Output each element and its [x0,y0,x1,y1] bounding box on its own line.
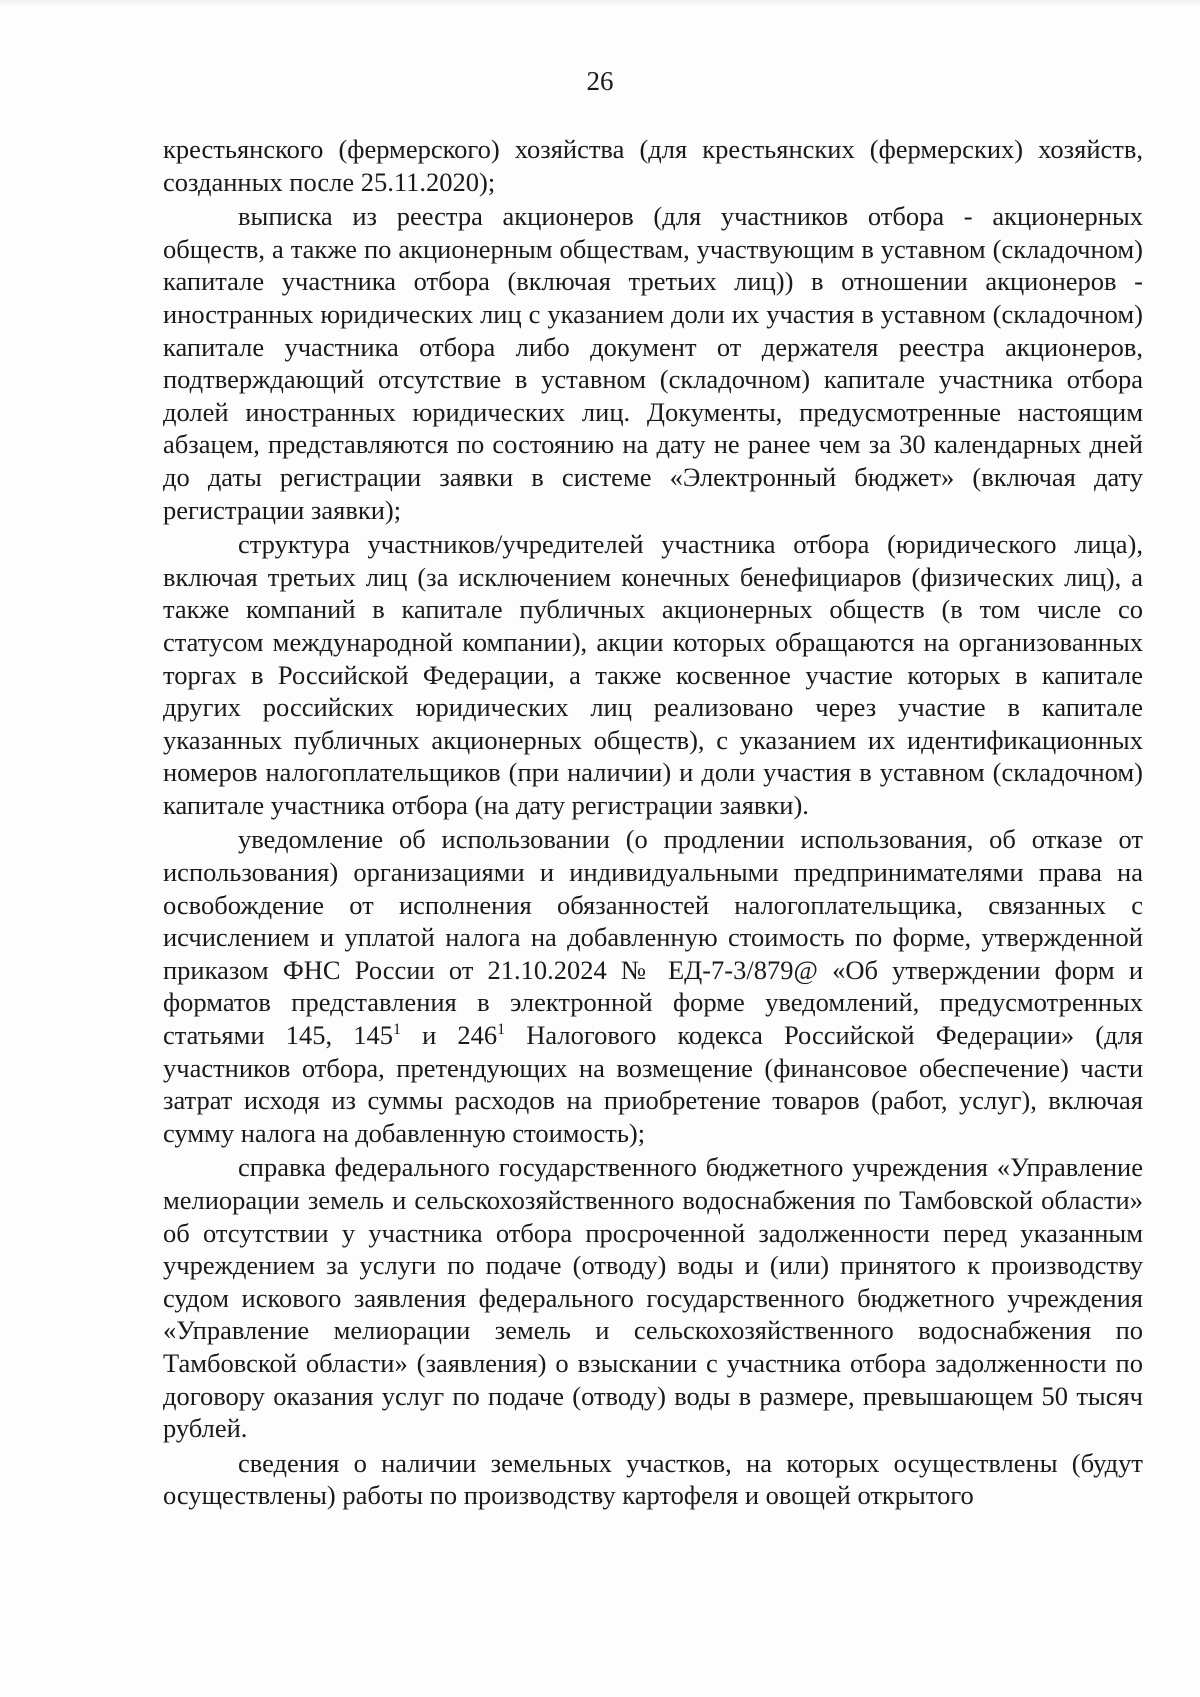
paragraph-shareholder-register-extract: выписка из реестра акционеров (для участников отбора - акционерных обществ, а также по акционерным обществам, участвующим в уставном (складочном) капитале участника отбора (включая третьих лиц)) в отношении акционеров - иностранных юридических лиц с указанием доли их участия в уставном (складочном) капитале участника отбора либо документ от держателя реестра акционеров, подтверждающий отсутствие в уставном (складочном) капитале участника отбора долей иностранных юридических лиц. Документы, предусмотренные настоящим абзацем, представляются по состоянию на дату не ранее чем за 30 календарных дней до даты регистрации заявки в системе «Электронный бюджет» (включая дату регистрации заявки); [163,201,1143,525]
vat-notice-text-part-2: и 246 [400,1020,498,1051]
paragraph-vat-exemption-notice [163,823,1143,1149]
scan-edge [0,0,1200,6]
paragraph-melioration-certificate: справка федерального государственного бюджетного учреждения «Управление мелиорации земель и сельскохозяйственного водоснабжения по Тамбовской области» об отсутствии у участника отбора просроченной задолженности перед указанным учреждением за услуги по подаче (отводу) воды и (или) принятого к производству судом искового заявления федерального государственного бюджетного учреждения «Управление мелиорации земель и сельскохозяйственного водоснабжения по Тамбовской области» (заявления) о взыскании с участника отбора задолженности по договору оказания услуг по подаче (отводу) воды в размере, превышающем 50 тысяч рублей. [163,1152,1143,1444]
document-body [163,133,1143,1512]
paragraph-continuation: крестьянского (фермерского) хозяйства (для крестьянских (фермерских) хозяйств, созданных после 25.11.2020); [163,134,1143,197]
paragraph-founders-structure: структура участников/учредителей участника отбора (юридического лица), включая третьих лиц (за исключением конечных бенефициаров (физических лиц), а также компаний в капитале публичных акционерных обществ (в том числе со статусом международной компании), акции которых обращаются на организованных торгах в Российской Федерации, а также косвенное участие которых в капитале других российских юридических лиц реализовано через участие в капитале указанных публичных акционерных обществ), с указанием их идентификационных номеров налогоплательщиков (при наличии) и доли участия в уставном (складочном) капитале участника отбора (на дату регистрации заявки). [163,529,1143,820]
superscript-article-246: 1 [497,1021,506,1039]
paragraph-land-plots-info: сведения о наличии земельных участков, на которых осуществлены (будут осуществлены) работы по производству картофеля и овощей открытого [163,1447,1143,1511]
vat-notice-text-part-3: Налогового кодекса Российской Федерации» (для участников отбора, претендующих на возмещение (финансовое обеспечение) части затрат исходя из суммы расходов на приобретение товаров (работ, услуг), включая сумму налога на добавленную стоимость); [163,1020,1143,1148]
vat-notice-text-part-1: уведомление об использовании (о продлении использования, об отказе от использования) организациями и индивидуальными предпринимателями права на освобождение от исполнения обязанностей налогоплательщика, связанных с исчислением и уплатой налога на добавленную стоимость по форме, утвержденной приказом ФНС России от 21.10.2024 № ЕД-7-3/879@ «Об утверждении форм и форматов представления в электронной форме уведомлений, предусмотренных статьями 145, 145 [163,824,1143,1051]
page-number: 26 [586,66,614,96]
superscript-article-145: 1 [392,1021,401,1039]
